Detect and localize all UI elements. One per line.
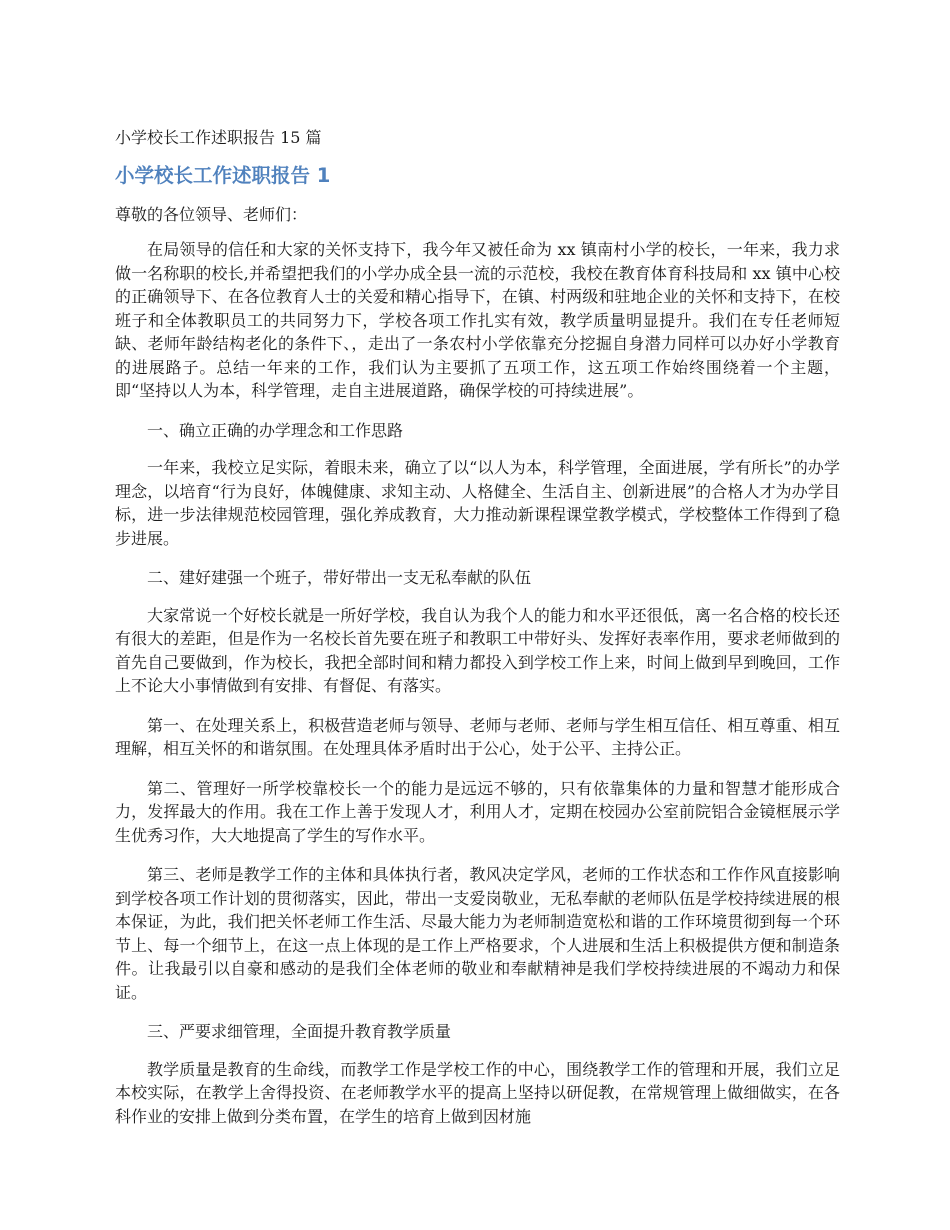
paragraph: 第一、在处理关系上，积极营造老师与领导、老师与老师、老师与学生相互信任、相互尊重、相互理解，相互关怀的和谐氛围。在处理具体矛盾时出于公心，处于公平、主持公正。 <box>115 715 840 758</box>
section-heading: 小学校长工作述职报告 1 <box>115 164 331 187</box>
section-title-1: 一、确立正确的办学理念和工作思路 <box>147 420 404 440</box>
paragraph: 大家常说一个好校长就是一所好学校，我自认为我个人的能力和水平还很低，离一名合格的校长还有很大的差距，但是作为一名校长首先要在班子和教职工中带好头、发挥好表率作用，要求老师做到的首先自己要做到，作为校长，我把全部时间和精力都投入到学校工作上来，时间上做到早到晚回，工作上不论大小事情做到有安排、有督促、有落实。 <box>115 605 840 695</box>
paragraph-intro: 在局领导的信任和大家的关怀支持下，我今年又被任命为 xx 镇南村小学的校长，一年来，我力求做一名称职的校长,并希望把我们的小学办成全县一流的示范校，我校在教育体育科技局和 xx 镇中心校的正确领导下、在各位教育人士的关爱和精心指导下，在镇、村两级和驻地企业的关怀和支持下，在校班子和全体教职员工的共同努力下，学校各项工作扎实有效，教学质量明显提升。我们在专任老师短缺、老师年龄结构老化的条件下、，走出了一条农村小学依靠充分挖掘自身潜力同样可以办好小学教育的进展路子。总结一年来的工作，我们认为主要抓了五项工作，这五项工作始终围绕着一个主题，即“坚持以人为本，科学管理，走自主进展道路，确保学校的可持续进展”。 <box>115 240 840 400</box>
document-title: 小学校长工作述职报告 15 篇 <box>115 128 322 147</box>
paragraph: 第二、管理好一所学校靠校长一个的能力是远远不够的，只有依靠集体的力量和智慧才能形成合力，发挥最大的作用。我在工作上善于发现人才，利用人才，定期在校园办公室前院铝合金镜框展示学生优秀习作，大大地提高了学生的写作水平。 <box>115 778 840 845</box>
paragraph: 第三、老师是教学工作的主体和具体执行者，教风决定学风，老师的工作状态和工作作风直接影响到学校各项工作计划的贯彻落实，因此，带出一支爱岗敬业，无私奉献的老师队伍是学校持续进展的根本保证，为此，我们把关怀老师工作生活、尽最大能力为老师制造宽松和谐的工作环境贯彻到每一个环节上、每一个细节上，在这一点上体现的是工作上严格要求，个人进展和生活上积极提供方便和制造条件。让我最引以自豪和感动的是我们全体老师的敬业和奉献精神是我们学校持续进展的不竭动力和保证。 <box>115 865 840 1002</box>
paragraph: 教学质量是教育的生命线，而教学工作是学校工作的中心，围绕教学工作的管理和开展，我们立足本校实际，在教学上舍得投资、在老师教学水平的提高上坚持以研促教，在常规管理上做细做实，在各科作业的安排上做到分类布置，在学生的培育上做到因材施 <box>115 1059 840 1126</box>
section-title-2: 二、建好建强一个班子，带好带出一支无私奉献的队伍 <box>147 568 532 587</box>
salutation: 尊敬的各位领导、老师们： <box>115 205 308 224</box>
paragraph: 一年来，我校立足实际，着眼未来，确立了以“以人为本，科学管理，全面进展，学有所长”的办学理念，以培育“行为良好，体魄健康、求知主动、人格健全、生活自主、创新进展”的合格人才为办学目标，进一步法律规范校园管理，强化养成教育，大力推动新课程课堂教学模式，学校整体工作得到了稳步进展。 <box>115 458 840 548</box>
section-title-3: 三、严要求细管理，全面提升教育教学质量 <box>147 1022 452 1041</box>
document-body <box>115 238 840 1144</box>
